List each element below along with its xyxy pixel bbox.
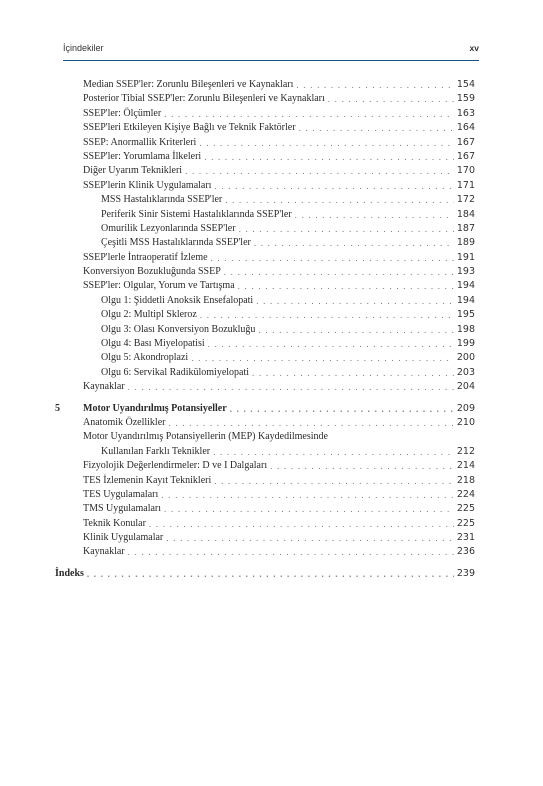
running-header-title: İçindekiler [63, 43, 104, 53]
toc-entry-page: 191 [456, 251, 475, 263]
toc-entry[interactable] [55, 164, 475, 178]
toc-entry-label: SSEP'ler: Ölçümler [83, 107, 162, 119]
dot-leader [164, 107, 454, 121]
toc-entry-page: 167 [456, 150, 475, 162]
toc-entry-label: SSEP'ler: Olgular, Yorum ve Tartışma [83, 280, 235, 292]
dot-leader [200, 308, 454, 322]
toc-entry-label: SSEP'ler: Yorumlama İlkeleri [83, 150, 202, 162]
dot-leader [295, 208, 454, 222]
dot-leader [224, 265, 454, 279]
toc-entry-page: 236 [456, 546, 475, 558]
toc-entry-page: 200 [456, 352, 475, 364]
toc-entry-page: 170 [456, 165, 475, 177]
dot-leader [166, 531, 454, 545]
dot-leader [299, 121, 454, 135]
chapter-number: 5 [55, 402, 60, 414]
toc-entry[interactable] [55, 380, 475, 394]
toc-entry-page: 194 [456, 294, 475, 306]
toc-section-mep-a [55, 416, 475, 430]
toc-entry[interactable] [55, 337, 475, 351]
dot-leader [185, 164, 454, 178]
toc-entry[interactable] [55, 323, 475, 337]
section-gap [55, 560, 475, 567]
running-header-page-number: xv [469, 43, 479, 53]
toc-entry-label: Kaynaklar [83, 546, 125, 558]
toc-entry-page: 194 [456, 280, 475, 292]
running-header [63, 43, 479, 57]
toc-entry-label: Motor Uyandırılmış Potansiyellerin (MEP) Kaydedilmesinde [83, 431, 328, 443]
toc-entry[interactable] [55, 279, 475, 293]
toc-entry-page: 187 [456, 222, 475, 234]
toc-entry[interactable] [55, 251, 475, 265]
toc-entry[interactable] [55, 208, 475, 222]
section-gap [55, 395, 475, 402]
toc-entry[interactable] [55, 193, 475, 207]
toc-entry-page: 198 [456, 323, 475, 335]
toc-entry-page: 164 [456, 122, 475, 134]
toc-entry-page: 167 [456, 136, 475, 148]
dot-leader [204, 150, 454, 164]
toc-entry[interactable] [55, 78, 475, 92]
dot-leader [199, 136, 454, 150]
dot-leader [191, 351, 454, 365]
toc-entry[interactable] [55, 546, 475, 560]
toc-entry-label: Omurilik Lezyonlarında SSEP'ler [101, 222, 236, 234]
toc-entry-page: 225 [456, 517, 475, 529]
toc-entry-page: 225 [456, 503, 475, 515]
dot-leader [128, 545, 454, 559]
dot-leader [252, 366, 454, 380]
toc-entry-label: Diğer Uyarım Teknikleri [83, 165, 183, 177]
toc-entry-page: 163 [456, 107, 475, 119]
toc-entry[interactable] [55, 502, 475, 516]
toc-entry-label: Konversiyon Bozukluğunda SSEP [83, 266, 221, 278]
toc-section-mep-b [55, 459, 475, 560]
toc-entry-label: Kullanılan Farklı Teknikler [101, 445, 211, 457]
toc-entry-label: Kaynaklar [83, 381, 125, 393]
dot-leader [164, 502, 454, 516]
toc-entry-page: 199 [456, 338, 475, 350]
dot-leader [208, 337, 454, 351]
toc-entry-label: Çeşitli MSS Hastalıklarında SSEP'ler [101, 237, 251, 249]
toc-entry-label: Posterior Tibial SSEP'ler: Zorunlu Bileşenleri ve Kaynakları [83, 93, 325, 105]
toc-entry-label: Olgu 6: Servikal Radikülomiyelopati [101, 366, 250, 378]
toc-entry-page: 203 [456, 366, 475, 378]
toc-entry[interactable] [55, 222, 475, 236]
toc-entry[interactable] [55, 136, 475, 150]
toc-entry-page: 154 [456, 78, 475, 90]
toc-section-ssep [55, 78, 475, 395]
toc-entry-page: 195 [456, 309, 475, 321]
toc-entry-label: Olgu 3: Olası Konversiyon Bozukluğu [101, 323, 256, 335]
toc-entry-label: Anatomik Özellikler [83, 416, 166, 428]
toc-entry-page: 159 [456, 93, 475, 105]
toc-entry-wrapped-line1[interactable] [55, 430, 475, 444]
index-title: İndeks [55, 567, 84, 579]
toc-entry-label: Klinik Uygulamalar [83, 532, 164, 544]
toc-entry-page: 210 [456, 416, 475, 428]
toc-entry-page: 212 [456, 445, 475, 457]
toc-entry-label: Teknik Konular [83, 517, 146, 529]
toc-entry-page: 193 [456, 266, 475, 278]
index-page: 239 [456, 567, 475, 579]
toc-entry-label: Olgu 5: Akondroplazi [101, 352, 189, 364]
dot-leader [161, 488, 454, 502]
toc-entry-wrapped-line2[interactable] [55, 445, 475, 459]
toc-entry-label: TMS Uygulamaları [83, 503, 162, 515]
dot-leader [211, 251, 454, 265]
dot-leader [213, 445, 454, 459]
toc-entry-label: Periferik Sinir Sistemi Hastalıklarında SSEP'ler [101, 208, 292, 220]
toc-entry[interactable] [55, 179, 475, 193]
toc-entry-label: SSEP: Anormallik Kriterleri [83, 136, 197, 148]
toc-entry-label: MSS Hastalıklarında SSEP'ler [101, 194, 223, 206]
toc-entry-label: TES İzlemenin Kayıt Teknikleri [83, 474, 212, 486]
dot-leader [238, 279, 454, 293]
toc-entry[interactable] [55, 308, 475, 322]
toc-entry[interactable] [55, 121, 475, 135]
toc-entry-page: 231 [456, 532, 475, 544]
toc-entry[interactable] [55, 294, 475, 308]
toc-entry[interactable] [55, 517, 475, 531]
toc-entry-page: 224 [456, 488, 475, 500]
dot-leader [258, 323, 453, 337]
dot-leader [128, 380, 454, 394]
toc-entry-label: Olgu 4: Bası Miyelopatisi [101, 338, 205, 350]
toc-entry[interactable] [55, 366, 475, 380]
chapter-page: 209 [456, 402, 475, 414]
dot-leader [254, 236, 454, 250]
toc-entry-label: Olgu 2: Multipl Skleroz [101, 309, 197, 321]
toc-entry-page: 214 [456, 460, 475, 472]
toc-entry[interactable] [55, 488, 475, 502]
toc-entry[interactable] [55, 351, 475, 365]
dot-leader [214, 179, 453, 193]
dot-leader [168, 416, 453, 430]
chapter-title: Motor Uyandırılmış Potansiyeller [83, 402, 227, 414]
toc-entry-label: Median SSEP'ler: Zorunlu Bileşenleri ve Kaynakları [83, 78, 294, 90]
toc-entry-label: SSEP'lerle İntraoperatif İzleme [83, 251, 208, 263]
toc-entry-page: 204 [456, 381, 475, 393]
toc-entry[interactable] [55, 236, 475, 250]
toc-entry-page: 184 [456, 208, 475, 220]
toc-entry-label: SSEP'lerin Klinik Uygulamaları [83, 179, 212, 191]
dot-leader [225, 193, 454, 207]
toc-entry[interactable] [55, 92, 475, 106]
toc-entry-label: Fizyolojik Değerlendirmeler: D ve I Dalgaları [83, 460, 268, 472]
header-rule [63, 60, 479, 61]
dot-leader [230, 402, 454, 416]
toc-entry-page: 189 [456, 237, 475, 249]
toc-entry[interactable] [55, 474, 475, 488]
dot-leader [87, 567, 454, 581]
table-of-contents [55, 78, 475, 581]
toc-entry[interactable] [55, 416, 475, 430]
dot-leader [214, 474, 454, 488]
dot-leader [239, 222, 454, 236]
dot-leader [256, 294, 454, 308]
dot-leader [296, 78, 453, 92]
toc-entry-label: Olgu 1: Şiddetli Anoksik Ensefalopati [101, 294, 254, 306]
toc-entry-label: SSEP'leri Etkileyen Kişiye Bağlı ve Teknik Faktörler [83, 122, 296, 134]
toc-entry-page: 171 [456, 179, 475, 191]
toc-index[interactable] [55, 567, 475, 581]
dot-leader [328, 92, 454, 106]
toc-entry[interactable] [55, 107, 475, 121]
toc-chapter-5[interactable] [55, 402, 475, 416]
toc-entry[interactable] [55, 459, 475, 473]
toc-entry-page: 218 [456, 474, 475, 486]
dot-leader [270, 459, 454, 473]
toc-entry[interactable] [55, 531, 475, 545]
toc-entry-page: 172 [456, 194, 475, 206]
dot-leader [149, 517, 454, 531]
toc-entry[interactable] [55, 150, 475, 164]
toc-entry-label: TES Uygulamaları [83, 488, 159, 500]
toc-entry[interactable] [55, 265, 475, 279]
